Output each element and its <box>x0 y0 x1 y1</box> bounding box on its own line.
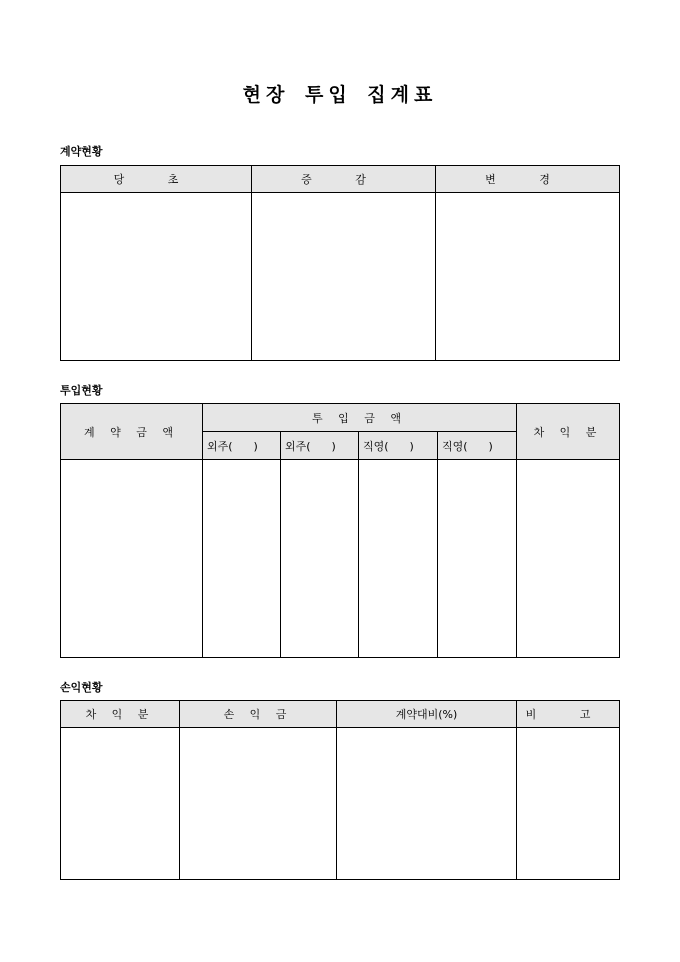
cell-remarks[interactable] <box>517 728 620 880</box>
cell-direct-2[interactable] <box>438 460 517 658</box>
input-table <box>60 403 620 658</box>
cell-outsource-2[interactable] <box>281 460 359 658</box>
cell-direct-1[interactable] <box>359 460 438 658</box>
page-title: 현장 투입 집계표 <box>242 84 438 106</box>
header-change: 증 감 <box>252 166 436 193</box>
header-difference: 차 익 분 <box>517 404 620 460</box>
contract-table <box>60 165 620 361</box>
header-contract-ratio: 계약대비(%) <box>337 701 517 728</box>
header-remarks: 비 고 <box>517 701 620 728</box>
header-contract-amount: 계 약 금 액 <box>61 404 203 460</box>
header-modified: 변 경 <box>436 166 620 193</box>
cell-contract-amount[interactable] <box>61 460 203 658</box>
header-direct-2: 직영( ) <box>438 432 517 460</box>
header-input-amount: 투 입 금 액 <box>203 404 517 432</box>
header-profit-difference: 차 익 분 <box>61 701 180 728</box>
cell-profit-amount[interactable] <box>180 728 337 880</box>
section-label-contract: 계약현황 <box>60 145 103 158</box>
cell-modified[interactable] <box>436 193 620 361</box>
cell-profit-difference[interactable] <box>61 728 180 880</box>
cell-original[interactable] <box>61 193 252 361</box>
header-outsource-1: 외주( ) <box>203 432 281 460</box>
cell-contract-ratio[interactable] <box>337 728 517 880</box>
header-direct-1: 직영( ) <box>359 432 438 460</box>
section-label-profit: 손익현황 <box>60 681 103 694</box>
section-label-input: 투입현황 <box>60 384 103 397</box>
cell-difference[interactable] <box>517 460 620 658</box>
header-original: 당 초 <box>61 166 252 193</box>
header-profit-amount: 손 익 금 <box>180 701 337 728</box>
cell-change[interactable] <box>252 193 436 361</box>
cell-outsource-1[interactable] <box>203 460 281 658</box>
profit-table <box>60 700 620 880</box>
header-outsource-2: 외주( ) <box>281 432 359 460</box>
